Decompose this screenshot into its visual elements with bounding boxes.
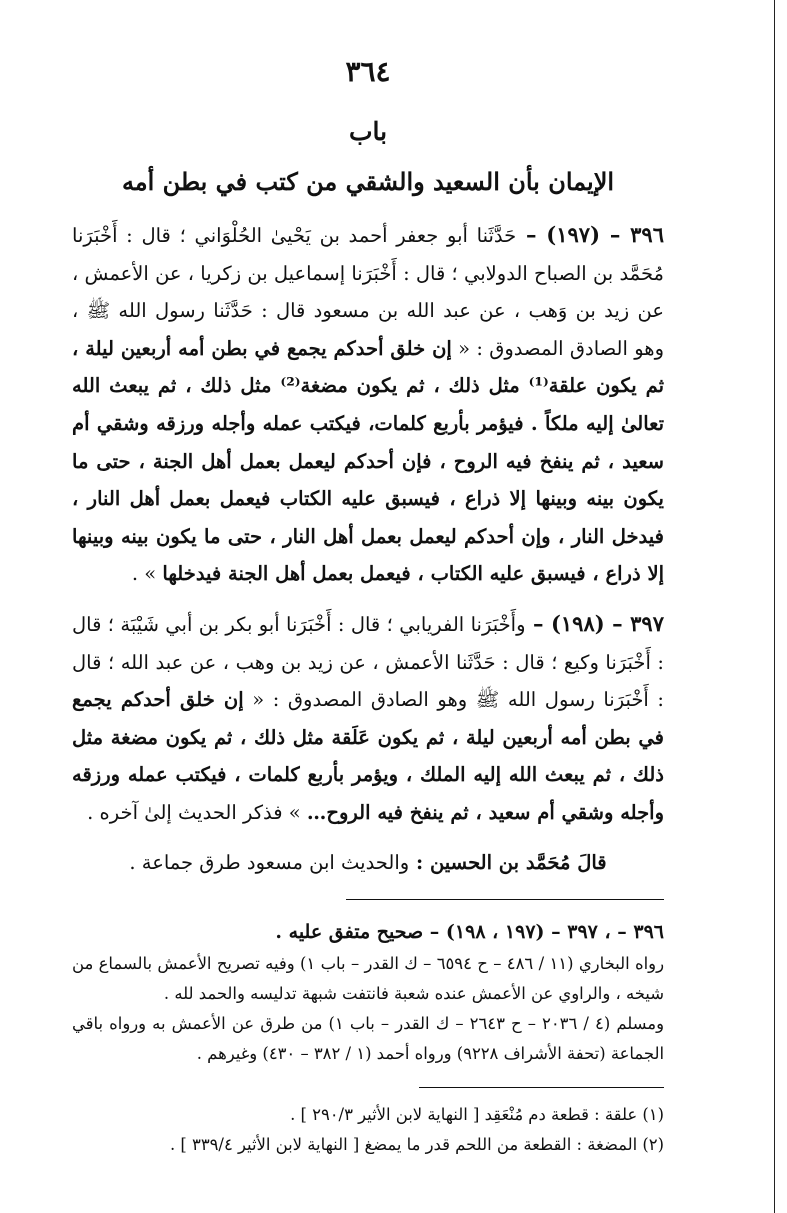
book-page: [72, 52, 664, 1160]
hadith-396: [72, 216, 664, 593]
hadith-matn: إن خلق أحدكم يجمع في بطن أمه أربعين ليلة ، ثم يكون علقة⁽¹⁾ مثل ذلك ، ثم يكون مضغة⁽²⁾ مثل ذلك ، ثم يبعث الله تعالىٰ إليه ملكاً . فيؤمر بأربع كلمات، فيكتب عمله وأجله ورزقه وشقي أم سعيد ، ثم ينفخ فيه الروح ، فإن أحدكم ليعمل بعمل أهل الجنة ، حتى ما يكون بينه وبينها إلا ذراع ، فيسبق عليه الكتاب فيعمل بعمل أهل النار ، فيدخل النار ، وإن أحدكم ليعمل بعمل أهل النار ، حتى ما يكون بينه وبينها إلا ذراع ، فيسبق عليه الكتاب ، فيعمل بعمل أهل الجنة فيدخلها: [72, 336, 664, 586]
author-note: [72, 844, 664, 882]
hadith-matn: إن خلق أحدكم يجمع في بطن أمه أربعين ليلة ، ثم يكون عَلَقة مثل ذلك ، ثم يكون مضغة مثل ذلك ، ثم يبعث الله إليه الملك ، ويؤمر بأربع كلمات ، فيكتب عمله ورزقه وأجله وشقي أم سعيد ، ثم ينفخ فيه الروح…: [72, 688, 664, 824]
takhrij-heading: ٣٩٦ – ، ٣٩٧ – (١٩٧ ، ١٩٨) – صحيح متفق عليه .: [275, 921, 664, 944]
page-number: ٣٦٤: [345, 55, 391, 88]
takhrij-separator: [346, 899, 664, 900]
takhrij-line: ومسلم (٤ / ٢٠٣٦ – ح ٢٦٤٣ – ك القدر – باب ١) من طرق عن الأعمش به ورواه باقي الجماعة (تحفة الأشراف ٩٢٢٨) ورواه أحمد (١ / ٣٨٢ – ٤٣٠) وغيرهم .: [72, 1014, 664, 1064]
author-note-label: قالَ مُحَمَّد بن الحسين :: [409, 850, 607, 874]
footnote-1: (١) علقة : قطعة دم مُنْعَقِد [ النهاية لابن الأثير ٢٩٠/٣ ] .: [290, 1105, 664, 1125]
chapter-title: الإيمان بأن السعيد والشقي من كتب في بطن أمه: [121, 167, 615, 196]
hadith-end: » .: [131, 562, 163, 586]
page-edge-line: [774, 0, 775, 1213]
hadith-isnad: وأَخْبَرَنا الفريابي ؛ قال : أَخْبَرَنا أبو بكر بن أبي شَيْبَة ؛ قال : أَخْبَرَنا وكيع ؛ قال : حَدَّثَنا الأعمش ، عن زيد بن وهب ، عن عبد الله ؛ قال : أَخْبَرَنا رسول الله ﷺ وهو الصادق المصدوق : «: [72, 612, 665, 712]
hadith-number: ٣٩٦ – (١٩٧) –: [516, 222, 664, 247]
author-note-text: والحديث ابن مسعود طرق جماعة .: [129, 850, 410, 874]
hadith-number: ٣٩٧ – (١٩٨) –: [525, 610, 664, 636]
takhrij-line: رواه البخاري (١١ / ٤٨٦ – ح ٦٥٩٤ – ك القدر – باب ١) وفيه تصريح الأعمش بالسماع من شيخه ، والراوي عن الأعمش عنده شعبة فانتفت شبهة تدليسه والحمد لله .: [72, 954, 665, 1004]
footnote-separator: [419, 1087, 664, 1088]
hadith-isnad: حَدَّثَنا أبو جعفر أحمد بن يَحْيىٰ الحُلْوَاني ؛ قال : أَخْبَرَنا مُحَمَّد بن الصباح الدولابي ؛ قال : أَخْبَرَنا إسماعيل بن زكريا ، عن الأعمش ، عن زيد بن وَهب ، عن عبد الله بن مسعود قال : حَدَّثَنا رسول الله ﷺ ، وهو الصادق المصدوق : «: [72, 224, 664, 360]
footnote-2: (٢) المضغة : القطعة من اللحم قدر ما يمضغ [ النهاية لابن الأثير ٣٣٩/٤ ] .: [169, 1135, 664, 1155]
hadith-397: [72, 605, 664, 832]
hadith-end: » فذكر الحديث إلىٰ آخره .: [87, 800, 307, 824]
chapter-label: باب: [348, 117, 388, 146]
